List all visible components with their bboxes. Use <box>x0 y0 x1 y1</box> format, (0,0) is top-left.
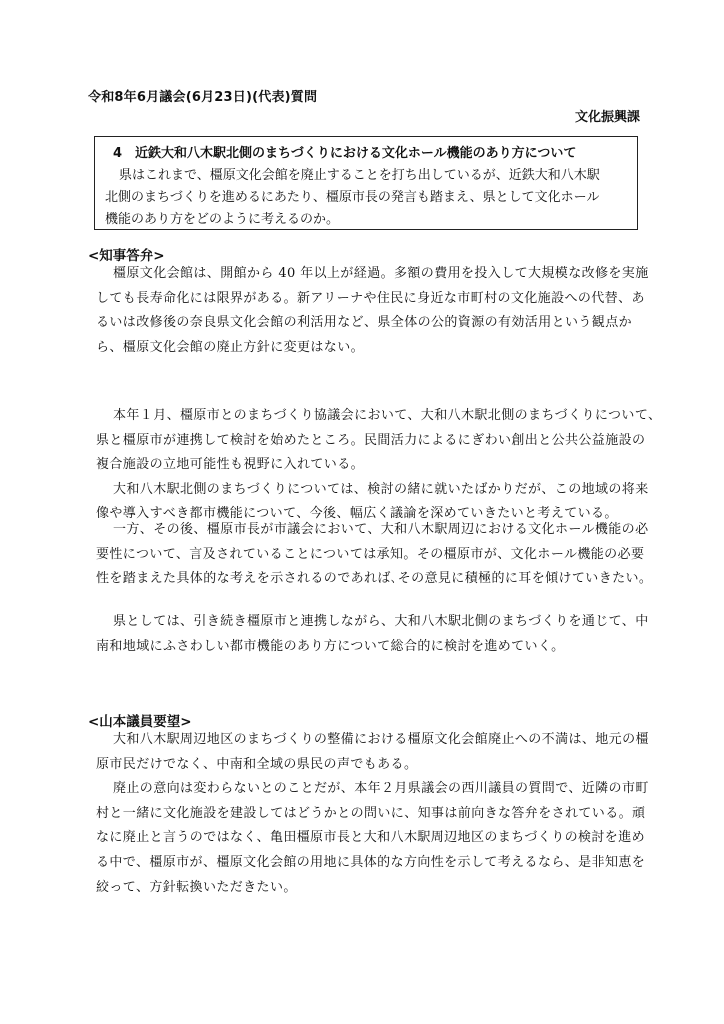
question-line: 県はこれまで、橿原文化会館を廃止することを打ち出しているが、近鉄大和八木駅 <box>119 168 600 183</box>
text-line: 複合施設の立地可能性も視野に入れている。 <box>96 457 365 473</box>
question-title: 4 近鉄大和八木駅北側のまちづくりにおける文化ホール機能のあり方について <box>113 146 577 161</box>
answer-paragraph <box>96 262 662 360</box>
department-label: 文化振興課 <box>574 110 640 125</box>
text-line: る中で、橿原市が、橿原文化会館の用地に具体的な方向性を示して考えるなら、是非知恵を <box>96 854 646 870</box>
text-line: 一方、その後、橿原市長が市議会において、大和八木駅周辺における文化ホール機能の必 <box>113 522 649 537</box>
governor-answer-heading: <知事答弁> <box>88 248 165 264</box>
text-line: 廃止の意向は変わらないとのことだが、本年２月県議会の西川議員の質問で、近隣の市町 <box>113 781 649 797</box>
text-line: 橿原文化会館は、開館から 40 年以上が経過。多額の費用を投入して大規模な改修を実施 <box>113 266 649 281</box>
text-line: 絞って、方針転換いただきたい。 <box>96 879 297 895</box>
text-line: 原市民だけでなく、中南和全域の県民の声でもある。 <box>96 756 418 772</box>
text-line: 村と一緒に文化施設を建設してはどうかとの問いに、知事は前向きな答弁をされている。頑 <box>96 805 646 821</box>
text-line: 本年１月、橿原市とのまちづくり協議会において、大和八木駅北側のまちづくりについて、 <box>113 408 662 423</box>
answer-paragraph <box>96 610 662 659</box>
text-line: 大和八木駅周辺地区のまちづくりの整備における橿原文化会館廃止への不満は、地元の橿 <box>113 732 649 747</box>
text-line: しても長寿命化には限界がある。新アリーナや住民に身近な市町村の文化施設への代替、あ <box>96 290 645 306</box>
question-line: 機能のあり方をどのように考えるのか。 <box>105 212 340 227</box>
text-line: 県としては、引き続き橿原市と連携しながら、大和八木駅北側のまちづくりを通じて、中 <box>113 614 649 629</box>
text-line: 大和八木駅北側のまちづくりについては、検討の緒に就いたばかりだが、この地域の将来 <box>113 481 649 497</box>
text-line: 要性について、言及されていることについては承知。その橿原市が、文化ホール機能の必要 <box>96 546 645 562</box>
text-line: 像や導入すべき都市機能について、今後、幅広く議論を深めていきたいと考えている。 <box>96 506 618 522</box>
request-heading: <山本議員要望> <box>88 714 192 730</box>
question-box <box>94 136 638 230</box>
text-line: 南和地域にふさわしい都市機能のあり方について総合的に検討を進めていく。 <box>96 638 565 654</box>
text-line: 県と橿原市が連携して検討を始めたところ。民間活力によるにぎわい創出と公共公益施設の <box>96 432 646 448</box>
text-line: 性を踏まえた具体的な考えを示されるのであれば､その意見に積極的に耳を傾けていきたい。 <box>96 571 653 587</box>
text-line: なに廃止と言うのではなく、亀田橿原市長と大和八木駅周辺地区のまちづくりの検討を進め <box>96 830 646 846</box>
request-paragraph <box>96 728 662 900</box>
question-line: 北側のまちづくりを進めるにあたり、橿原市長の発言も踏まえ、県として文化ホール <box>105 190 600 205</box>
answer-paragraph <box>96 404 662 527</box>
session-heading: 令和8年6月議会(6月23日)(代表)質問 <box>88 90 318 105</box>
text-line: ら、橿原文化会館の廃止方針に変更はない。 <box>96 339 365 355</box>
text-line: るいは改修後の奈良県文化会館の利活用など、県全体の公的資源の有効活用という観点か <box>96 315 633 331</box>
answer-paragraph <box>96 518 662 592</box>
